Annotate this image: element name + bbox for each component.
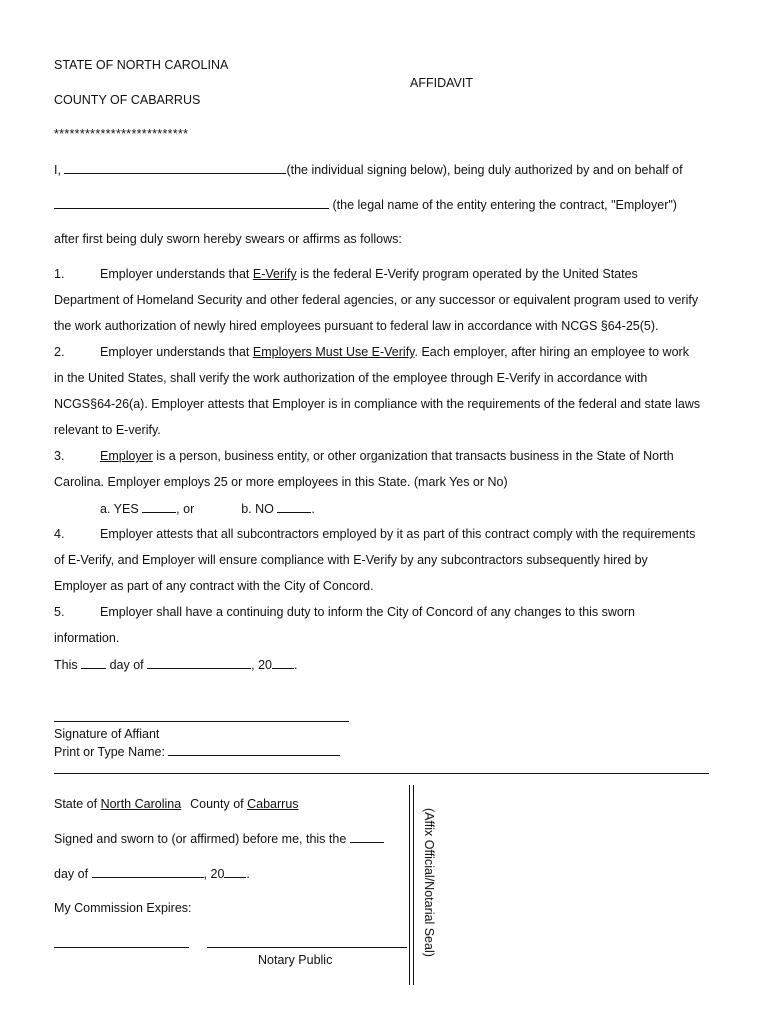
intro-i: I, [54,163,61,177]
notary-year-blank[interactable] [224,865,246,878]
county-label: County of [190,797,248,811]
item-5-text: Employer shall have a continuing duty to inform the City of Concord of any changes to this sworn [100,605,636,619]
item-1-text-b: is the federal E-Verify program operated by the United States [296,267,638,281]
item-2-line-3: NCGS§64-26(a). Employer attests that Employer is in compliance with the requirements of the federal and state laws [54,397,701,411]
date-year: , 20 [251,658,272,672]
intro-line-1 [54,161,683,178]
notary-day-of: day of [54,867,89,881]
option-no-label: b. NO [241,502,274,516]
item-1-line-3: the work authorization of newly hired employees pursuant to federal law in accordance with NCGS §64-25(5). [54,319,659,333]
item-2-text-a: Employer understands that [100,345,253,359]
item-3-line-1 [54,448,674,464]
item-2-number: 2. [54,345,65,359]
intro-line-3: after first being duly sworn hereby swears or affirms as follows: [54,232,402,246]
item-1-number: 1. [54,267,65,281]
item-4-number: 4. [54,527,65,541]
item-2-line-1 [54,344,689,360]
employer-term: Employer [100,449,153,463]
print-name-label: Print or Type Name: [54,745,165,759]
month-blank[interactable] [147,656,251,669]
day-blank[interactable] [81,656,106,669]
print-name-blank[interactable] [168,743,340,756]
notary-year: , 20 [203,867,225,881]
seal-caption: (Affix Official/Notarial Seal) [422,808,436,957]
state-heading: STATE OF NORTH CAROLINA [54,58,229,72]
seal-rule-right [413,785,414,985]
item-5-line-2: information. [54,631,120,645]
option-no-blank[interactable] [277,500,311,513]
item-2-text-b: . Each employer, after hiring an employee to work [414,345,689,359]
item-5-line-1 [54,604,635,620]
notary-state-county [54,796,299,812]
state-value: North Carolina [100,797,182,811]
print-name-row [54,743,340,760]
intro-line-2-text: (the legal name of the entity entering the contract, "Employer") [332,198,677,212]
item-4-line-3: Employer as part of any contract with the City of Concord. [54,579,374,593]
date-day-of: day of [109,658,144,672]
item-3-number: 3. [54,449,65,463]
section-divider [54,773,709,774]
item-4-text: Employer attests that all subcontractors employed by it as part of this contract comply with the requirements [100,527,696,541]
item-1-text-a: Employer understands that [100,267,253,281]
county-value: Cabarrus [247,797,299,811]
item-2-line-4: relevant to E-verify. [54,423,161,437]
intro-line-2 [54,196,677,213]
signature-line[interactable] [54,721,349,722]
document-title: AFFIDAVIT [410,76,473,90]
year-blank[interactable] [272,656,294,669]
county-heading: COUNTY OF CABARRUS [54,93,201,107]
individual-name-blank[interactable] [64,161,286,174]
date-line: This day of , 20 . [54,658,298,672]
intro-line-1-text: (the individual signing below), being duly authorized by and on behalf of [286,163,683,177]
sworn-text: Signed and sworn to (or affirmed) before me, this the [54,832,347,846]
notary-sworn-line [54,830,384,847]
commission-date-line[interactable] [54,947,189,948]
notary-month-blank[interactable] [92,865,204,878]
item-1-line-2: Department of Homeland Security and other federal agencies, or any successor or equivalent program used to verify [54,293,699,307]
option-yes-label: a. YES [100,502,139,516]
item-3-line-2: Carolina. Employer employs 25 or more employees in this State. (mark Yes or No) [54,475,508,489]
state-label: State of [54,797,101,811]
commission-expires: My Commission Expires: [54,901,192,915]
entity-name-blank[interactable] [54,196,329,209]
item-5-number: 5. [54,605,65,619]
sworn-day-blank[interactable] [350,830,384,843]
option-yes-blank[interactable] [142,500,176,513]
option-or: , or [176,502,195,516]
notary-public-label: Notary Public [258,953,333,967]
item-4-line-2: of E-Verify, and Employer will ensure compliance with E-Verify by any subcontractors subsequently hired by [54,553,648,567]
e-verify-term: E-Verify [252,267,297,281]
notary-signature-line[interactable] [207,947,407,948]
item-2-line-2: in the United States, shall verify the work authorization of the employee through E-Verify in accordance with [54,371,648,385]
signature-label: Signature of Affiant [54,727,160,741]
seal-rule-left [409,785,410,985]
separator-stars: ************************** [54,127,189,141]
notary-date-line: day of , 20 . [54,867,250,881]
item-1-line-1 [54,266,638,282]
employers-must-use-term: Employers Must Use E-Verify [252,345,415,359]
item-4-line-1 [54,526,695,542]
yes-no-options: a. YES , or b. NO . [100,502,315,516]
date-this: This [54,658,78,672]
item-3-text: is a person, business entity, or other organization that transacts business in the State of North [152,449,674,463]
